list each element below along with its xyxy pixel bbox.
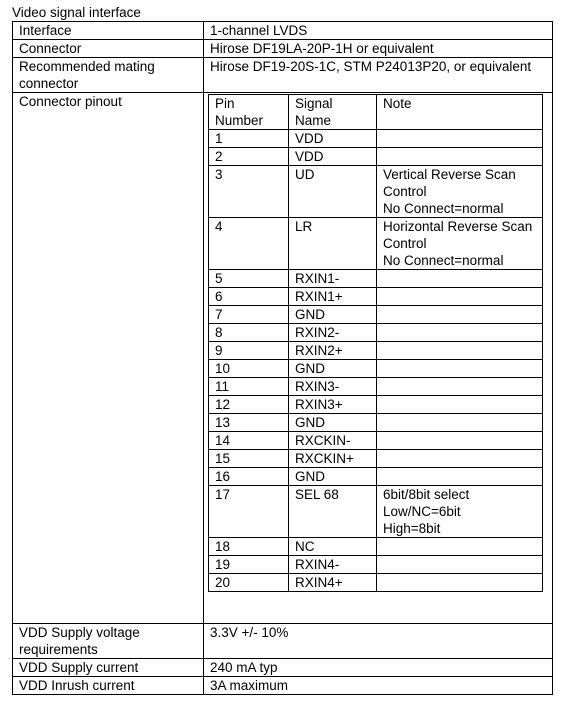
note-cell [377,130,543,148]
pinout-row [209,432,543,450]
signal-name-cell: UD [289,166,377,218]
pinout-row [209,148,543,166]
signal-name-cell: RXIN4+ [289,574,377,592]
spec-table [12,21,553,695]
spec-label: Connector pinout [13,93,204,624]
note-cell [377,378,543,396]
signal-name-cell: VDD [289,148,377,166]
signal-name-cell: RXIN4- [289,556,377,574]
signal-name-cell: GND [289,414,377,432]
pinout-row [209,218,543,270]
pin-number-cell: 18 [209,538,289,556]
note-cell [377,396,543,414]
pinout-row [209,556,543,574]
pinout-row [209,324,543,342]
pin-number-cell: 5 [209,270,289,288]
signal-name-cell: RXIN2+ [289,342,377,360]
spec-label: Interface [13,22,204,40]
spec-value: 3A maximum [204,677,553,695]
note-cell [377,306,543,324]
signal-name-cell: LR [289,218,377,270]
pinout-row [209,306,543,324]
spec-label: Recommended mating connector [13,58,204,93]
pinout-body [209,130,543,592]
table-caption: Video signal interface [12,5,141,20]
pinout-row [209,538,543,556]
signal-name-cell: RXIN3- [289,378,377,396]
signal-name-cell: RXCKIN+ [289,450,377,468]
pin-number-cell: 17 [209,486,289,538]
signal-name-cell: GND [289,360,377,378]
signal-name-cell: RXIN3+ [289,396,377,414]
note-cell [377,342,543,360]
pin-number-cell: 13 [209,414,289,432]
note-cell [377,538,543,556]
pin-number-cell: 10 [209,360,289,378]
pinout-row [209,450,543,468]
pin-number-cell: 20 [209,574,289,592]
spec-row-interface [13,22,553,40]
pin-number-cell: 14 [209,432,289,450]
pin-number-cell: 16 [209,468,289,486]
pin-number-cell: 6 [209,288,289,306]
spec-value: Hirose DF19-20S-1C, STM P24013P20, or equivalent [204,58,553,93]
note-cell: Vertical Reverse Scan Control No Connect=normal [377,166,543,218]
note-cell [377,324,543,342]
pin-number-cell: 15 [209,450,289,468]
signal-name-cell: GND [289,306,377,324]
signal-name-cell: VDD [289,130,377,148]
spec-label: VDD Inrush current [13,677,204,695]
pinout-row [209,574,543,592]
pinout-table [208,94,543,592]
note-cell [377,148,543,166]
note-cell [377,432,543,450]
signal-name-cell: GND [289,468,377,486]
spec-label: Connector [13,40,204,58]
signal-name-cell: RXCKIN- [289,432,377,450]
pin-number-header: Pin Number [209,95,289,130]
spec-value: 1-channel LVDS [204,22,553,40]
pinout-row [209,288,543,306]
pin-number-cell: 12 [209,396,289,414]
note-cell [377,270,543,288]
pinout-row [209,342,543,360]
pinout-cell [204,93,553,624]
note-cell [377,556,543,574]
pin-number-cell: 3 [209,166,289,218]
pin-number-cell: 4 [209,218,289,270]
note-cell [377,450,543,468]
spec-label: VDD Supply current [13,659,204,677]
pin-number-cell: 2 [209,148,289,166]
note-cell [377,468,543,486]
signal-name-cell: NC [289,538,377,556]
signal-name-cell: RXIN2- [289,324,377,342]
note-cell [377,360,543,378]
pinout-row [209,396,543,414]
pin-number-cell: 7 [209,306,289,324]
pinout-row [209,378,543,396]
note-header: Note [377,95,543,130]
pin-number-cell: 8 [209,324,289,342]
spec-value: 3.3V +/- 10% [204,624,553,659]
pinout-row [209,486,543,538]
pinout-row [209,360,543,378]
note-cell: Horizontal Reverse Scan Control No Connect=normal [377,218,543,270]
note-cell [377,288,543,306]
spec-row-vdd-voltage [13,624,553,659]
spec-value: 240 mA typ [204,659,553,677]
signal-name-cell: RXIN1- [289,270,377,288]
note-cell [377,574,543,592]
signal-name-cell: SEL 68 [289,486,377,538]
pinout-row [209,270,543,288]
signal-name-header: Signal Name [289,95,377,130]
spec-row-vdd-current [13,659,553,677]
pinout-header-row [209,95,543,130]
pin-number-cell: 9 [209,342,289,360]
note-cell [377,414,543,432]
spec-row-mating-connector [13,58,553,93]
pin-number-cell: 11 [209,378,289,396]
pin-number-cell: 1 [209,130,289,148]
pinout-row [209,130,543,148]
spec-value: Hirose DF19LA-20P-1H or equivalent [204,40,553,58]
spec-row-pinout [13,93,553,624]
pin-number-cell: 19 [209,556,289,574]
signal-name-cell: RXIN1+ [289,288,377,306]
spec-row-inrush-current [13,677,553,695]
pinout-row [209,414,543,432]
pinout-row [209,468,543,486]
spec-row-connector [13,40,553,58]
note-cell: 6bit/8bit select Low/NC=6bit High=8bit [377,486,543,538]
pinout-row [209,166,543,218]
spec-label: VDD Supply voltage requirements [13,624,204,659]
